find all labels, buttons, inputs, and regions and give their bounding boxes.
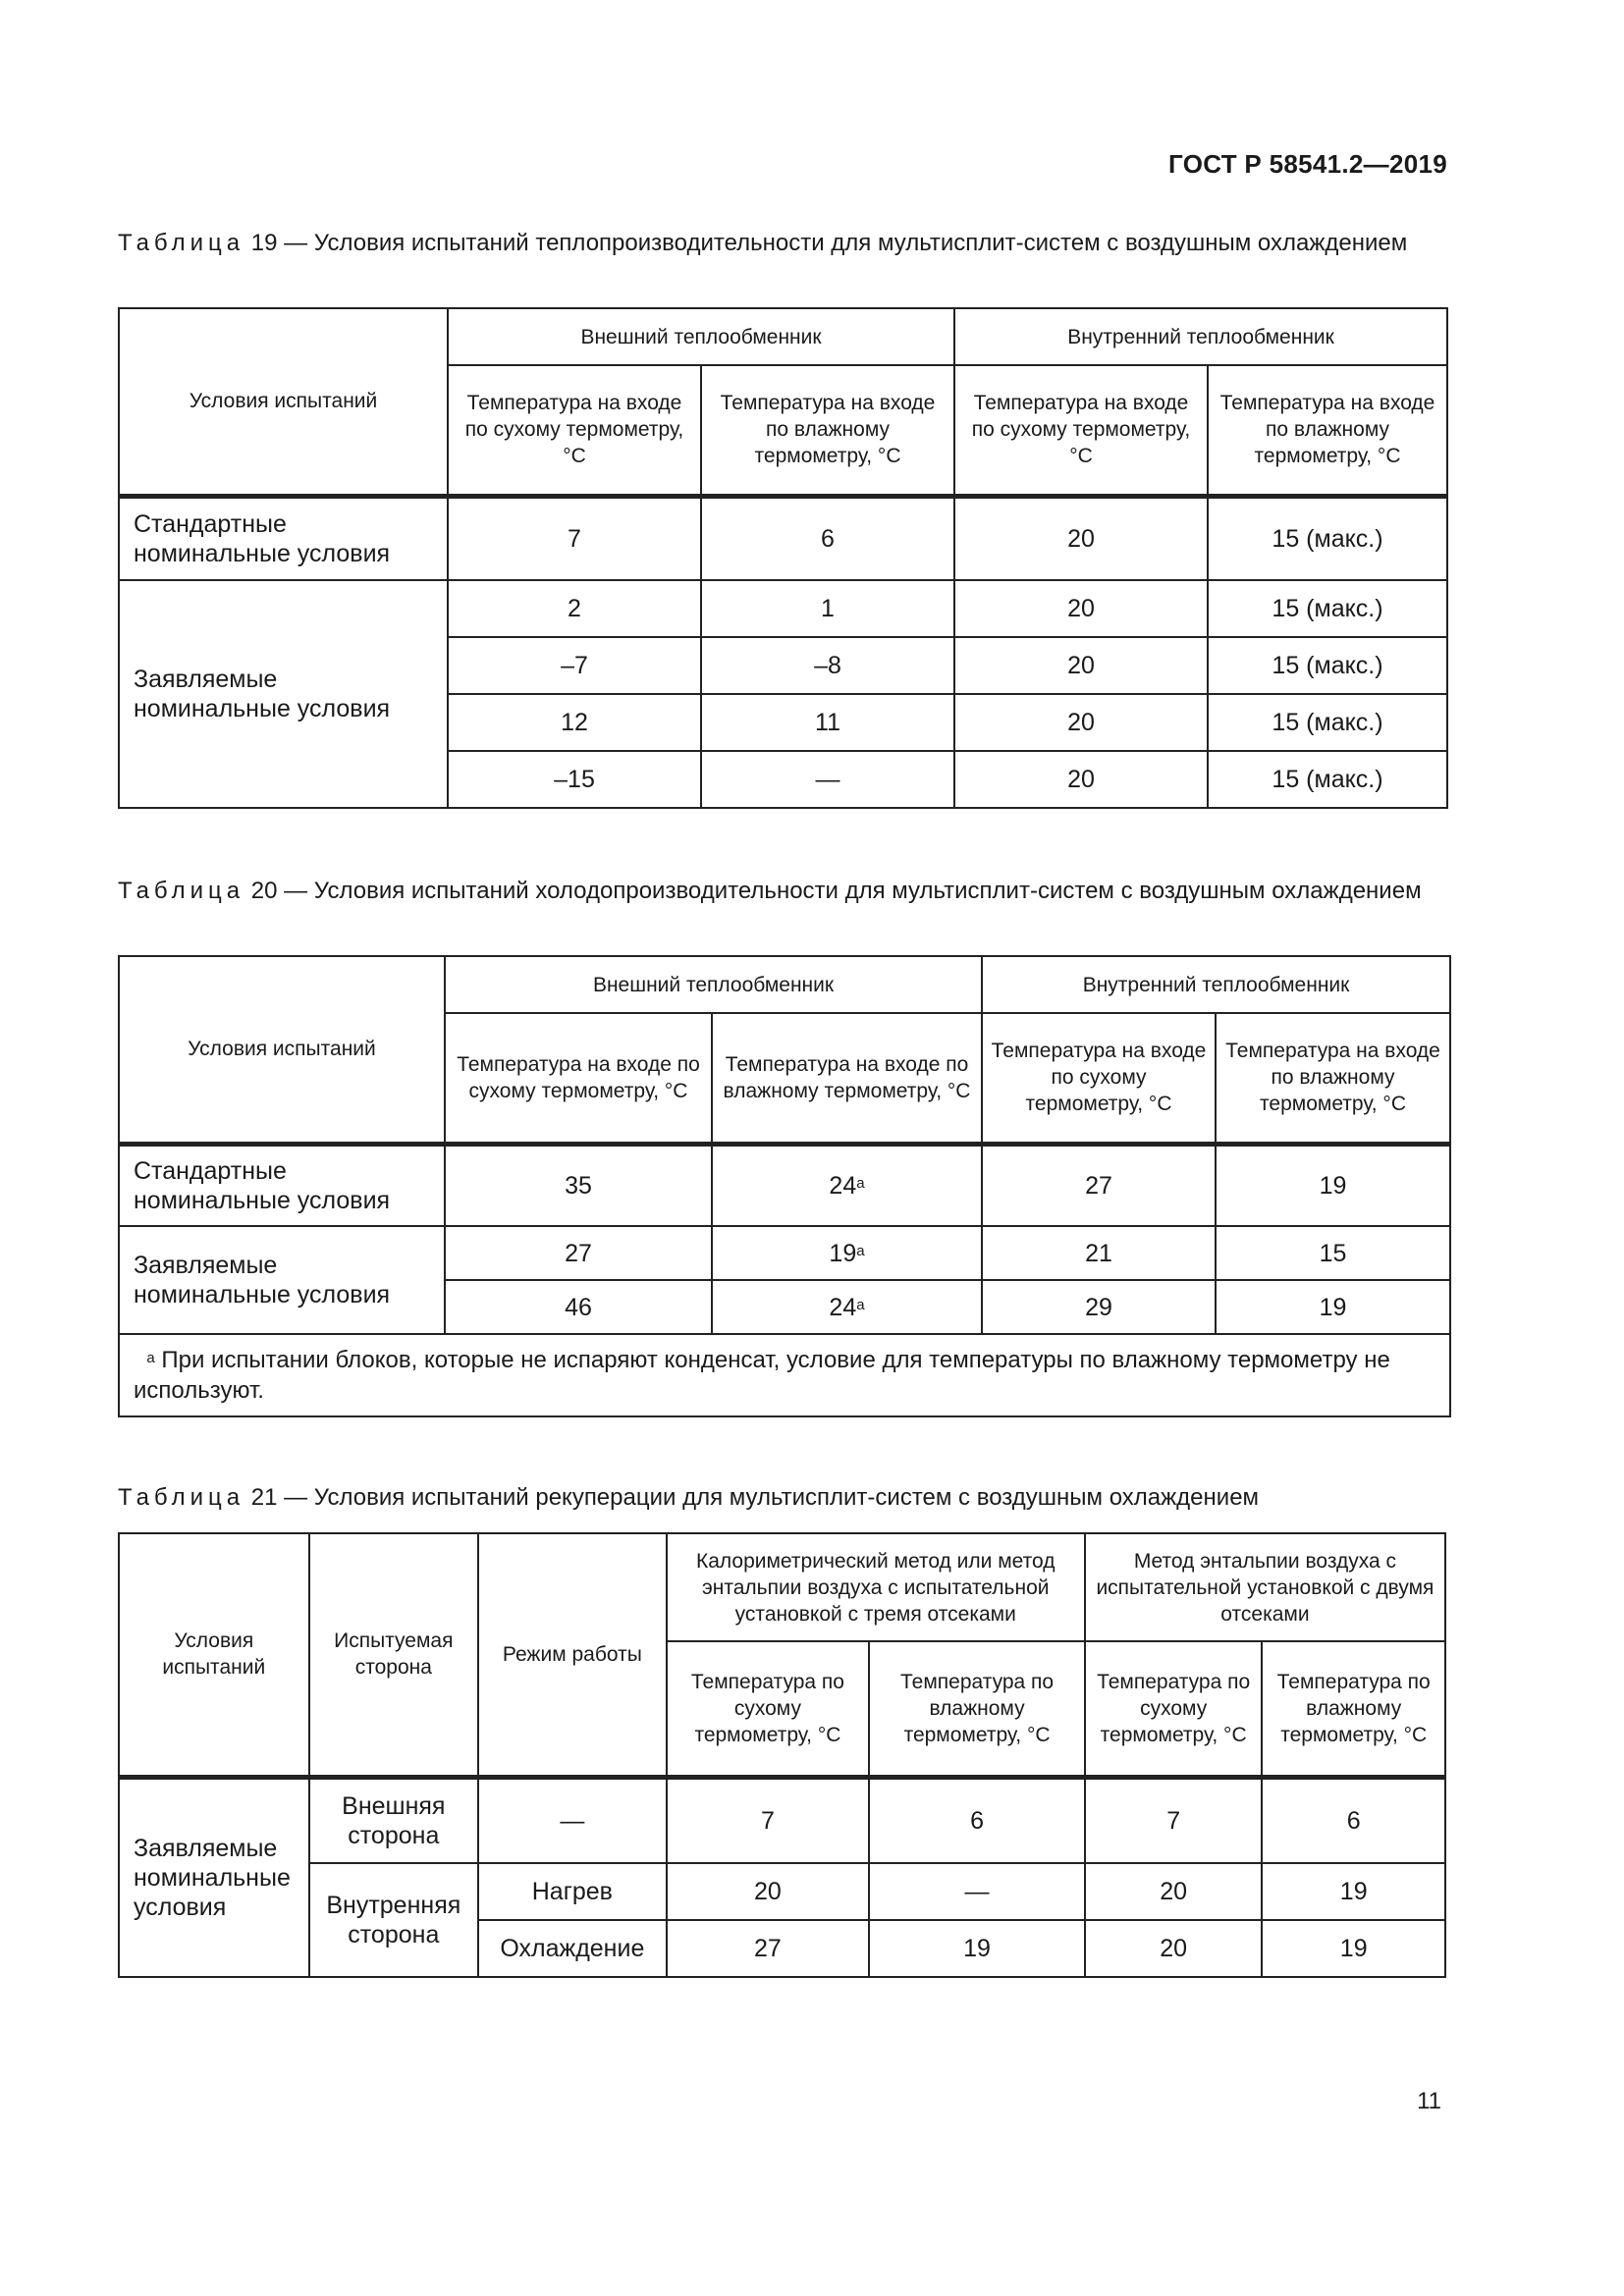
table-cell: 20 (954, 637, 1208, 694)
table-cell: 20 (954, 496, 1208, 580)
table21-header-dry-1: Температура по сухому термометру, °C (667, 1641, 870, 1777)
table-cell: 2 (448, 580, 701, 637)
table20-header-conditions: Условия испытаний (119, 956, 445, 1144)
table-cell: — (701, 751, 954, 808)
table-cell: Нагрев (478, 1863, 667, 1920)
table20-header-dry-outdoor: Температура на входе по сухому термометру, °C (445, 1013, 712, 1144)
table21-header-calorimeter: Калориметрический метод или метод энтальпии воздуха с испытательной установкой с тремя отсеками (667, 1533, 1085, 1641)
table21-caption (118, 1482, 1443, 1513)
table-cell: 15 (макс.) (1208, 580, 1447, 637)
table21-header-side: Испытуемая сторона (309, 1533, 479, 1777)
table19-header-outdoor: Внешний теплообменник (448, 308, 954, 365)
table-cell: 20 (1085, 1920, 1263, 1977)
table-row (119, 580, 1447, 637)
footnote-marker: a (856, 1242, 865, 1259)
table-cell: 6 (1262, 1777, 1445, 1863)
table19-header-indoor: Внутренний теплообменник (954, 308, 1447, 365)
table-cell: 19 (869, 1920, 1085, 1977)
table20-header-wet-outdoor: Температура на входе по влажному термометру, °C (712, 1013, 982, 1144)
table-cell: 6 (869, 1777, 1085, 1863)
table21-header-enthalpy: Метод энтальпии воздуха с испытательной установкой с двумя отсеками (1085, 1533, 1445, 1641)
table20-label: Таблица (118, 878, 245, 904)
table-cell: 29 (982, 1280, 1216, 1334)
footnote-marker: a (146, 1350, 155, 1366)
table-row (119, 1863, 1445, 1920)
table-cell: 21 (982, 1226, 1216, 1280)
table-cell: 35 (445, 1144, 712, 1226)
table19-header-dry-indoor: Температура на входе по сухому термометру, °C (954, 365, 1208, 496)
table20-header-indoor: Внутренний теплообменник (982, 956, 1450, 1013)
footnote-marker: a (856, 1296, 865, 1313)
table19-header-wet-indoor: Температура на входе по влажному термометру, °C (1208, 365, 1447, 496)
table-cell: 19 (1262, 1863, 1445, 1920)
page-number: 11 (1417, 2088, 1441, 2114)
table21-header-wet-1: Температура по влажному термометру, °C (869, 1641, 1085, 1777)
table-cell-value: 24 (829, 1171, 857, 1200)
table-cell: 12 (448, 694, 701, 751)
table19-label: Таблица (118, 230, 245, 256)
table-cell (712, 1226, 982, 1280)
table19 (118, 307, 1448, 809)
table21 (118, 1532, 1446, 1978)
table20-header-outdoor: Внешний теплообменник (445, 956, 982, 1013)
table-cell-value: 19 (829, 1239, 857, 1267)
table-cell: 20 (954, 580, 1208, 637)
table20-caption (118, 876, 1443, 906)
table21-side-indoor: Внутренняя сторона (309, 1863, 479, 1977)
table-cell: 15 (макс.) (1208, 637, 1447, 694)
table-cell: 19 (1216, 1144, 1450, 1226)
table19-header-dry-outdoor: Температура на входе по сухому термометру, °C (448, 365, 701, 496)
table21-label: Таблица (118, 1484, 245, 1511)
table20-caption-text: 20 — Условия испытаний холодопроизводительности для мультисплит-систем с воздушным охлаждением (244, 878, 1422, 904)
table20-row-declared-label: Заявляемые номинальные условия (119, 1226, 445, 1334)
table21-caption-text: 21 — Условия испытаний рекуперации для мультисплит-систем с воздушным охлаждением (244, 1484, 1260, 1511)
table-cell: 7 (667, 1777, 870, 1863)
table-cell: 11 (701, 694, 954, 751)
table20-footnote (119, 1334, 1450, 1416)
table-row (119, 1334, 1450, 1416)
table-cell: 7 (1085, 1777, 1263, 1863)
table-cell-value: 24 (829, 1293, 857, 1321)
table21-header-dry-2: Температура по сухому термометру, °C (1085, 1641, 1263, 1777)
table21-row-declared-label: Заявляемые номинальные условия (119, 1777, 309, 1977)
table20-row-standard-label: Стандартные номинальные условия (119, 1144, 445, 1226)
table-cell: — (478, 1777, 667, 1863)
table-cell: 15 (макс.) (1208, 694, 1447, 751)
table-cell: 27 (667, 1920, 870, 1977)
table-cell: 19 (1216, 1280, 1450, 1334)
table-cell: 20 (1085, 1863, 1263, 1920)
table21-header-conditions: Условия испытаний (119, 1533, 309, 1777)
table-cell: 15 (макс.) (1208, 496, 1447, 580)
table19-header-wet-outdoor: Температура на входе по влажному термометру, °C (701, 365, 954, 496)
table21-header-wet-2: Температура по влажному термометру, °C (1262, 1641, 1445, 1777)
table19-row-declared-label: Заявляемые номинальные условия (119, 580, 448, 808)
table19-header-conditions: Условия испытаний (119, 308, 448, 496)
table-row (119, 1144, 1450, 1226)
table-cell: –15 (448, 751, 701, 808)
table20 (118, 955, 1451, 1417)
table20-header-dry-indoor: Температура на входе по сухому термометру, °C (982, 1013, 1216, 1144)
table-cell: 15 (1216, 1226, 1450, 1280)
table-cell: 20 (954, 694, 1208, 751)
footnote-marker: a (856, 1174, 865, 1192)
table-cell: –7 (448, 637, 701, 694)
table-row (119, 1226, 1450, 1280)
table-cell: 6 (701, 496, 954, 580)
table-cell: 20 (954, 751, 1208, 808)
table21-side-outdoor: Внешняя сторона (309, 1777, 479, 1863)
table19-caption (118, 228, 1443, 258)
table21-header-mode: Режим работы (478, 1533, 667, 1777)
table-row (119, 496, 1447, 580)
table-cell: 15 (макс.) (1208, 751, 1447, 808)
table20-footnote-text: При испытании блоков, которые не испаряют конденсат, условие для температуры по влажному термометру не используют. (134, 1347, 1390, 1404)
table-cell: 7 (448, 496, 701, 580)
table-cell: 27 (445, 1226, 712, 1280)
table-cell: Охлаждение (478, 1920, 667, 1977)
table-cell: –8 (701, 637, 954, 694)
table20-header-wet-indoor: Температура на входе по влажному термометру, °C (1216, 1013, 1450, 1144)
table-cell: 1 (701, 580, 954, 637)
table-cell: 27 (982, 1144, 1216, 1226)
table19-row-standard-label: Стандартные номинальные условия (119, 496, 448, 580)
table-cell: 46 (445, 1280, 712, 1334)
standard-id: ГОСТ Р 58541.2—2019 (1168, 149, 1447, 179)
table-cell (712, 1144, 982, 1226)
table-row (119, 1777, 1445, 1863)
table-cell: 20 (667, 1863, 870, 1920)
table19-caption-text: 19 — Условия испытаний теплопроизводительности для мультисплит-систем с воздушным охлаждением (244, 230, 1408, 256)
table-cell: — (869, 1863, 1085, 1920)
table-cell: 19 (1262, 1920, 1445, 1977)
table-cell (712, 1280, 982, 1334)
